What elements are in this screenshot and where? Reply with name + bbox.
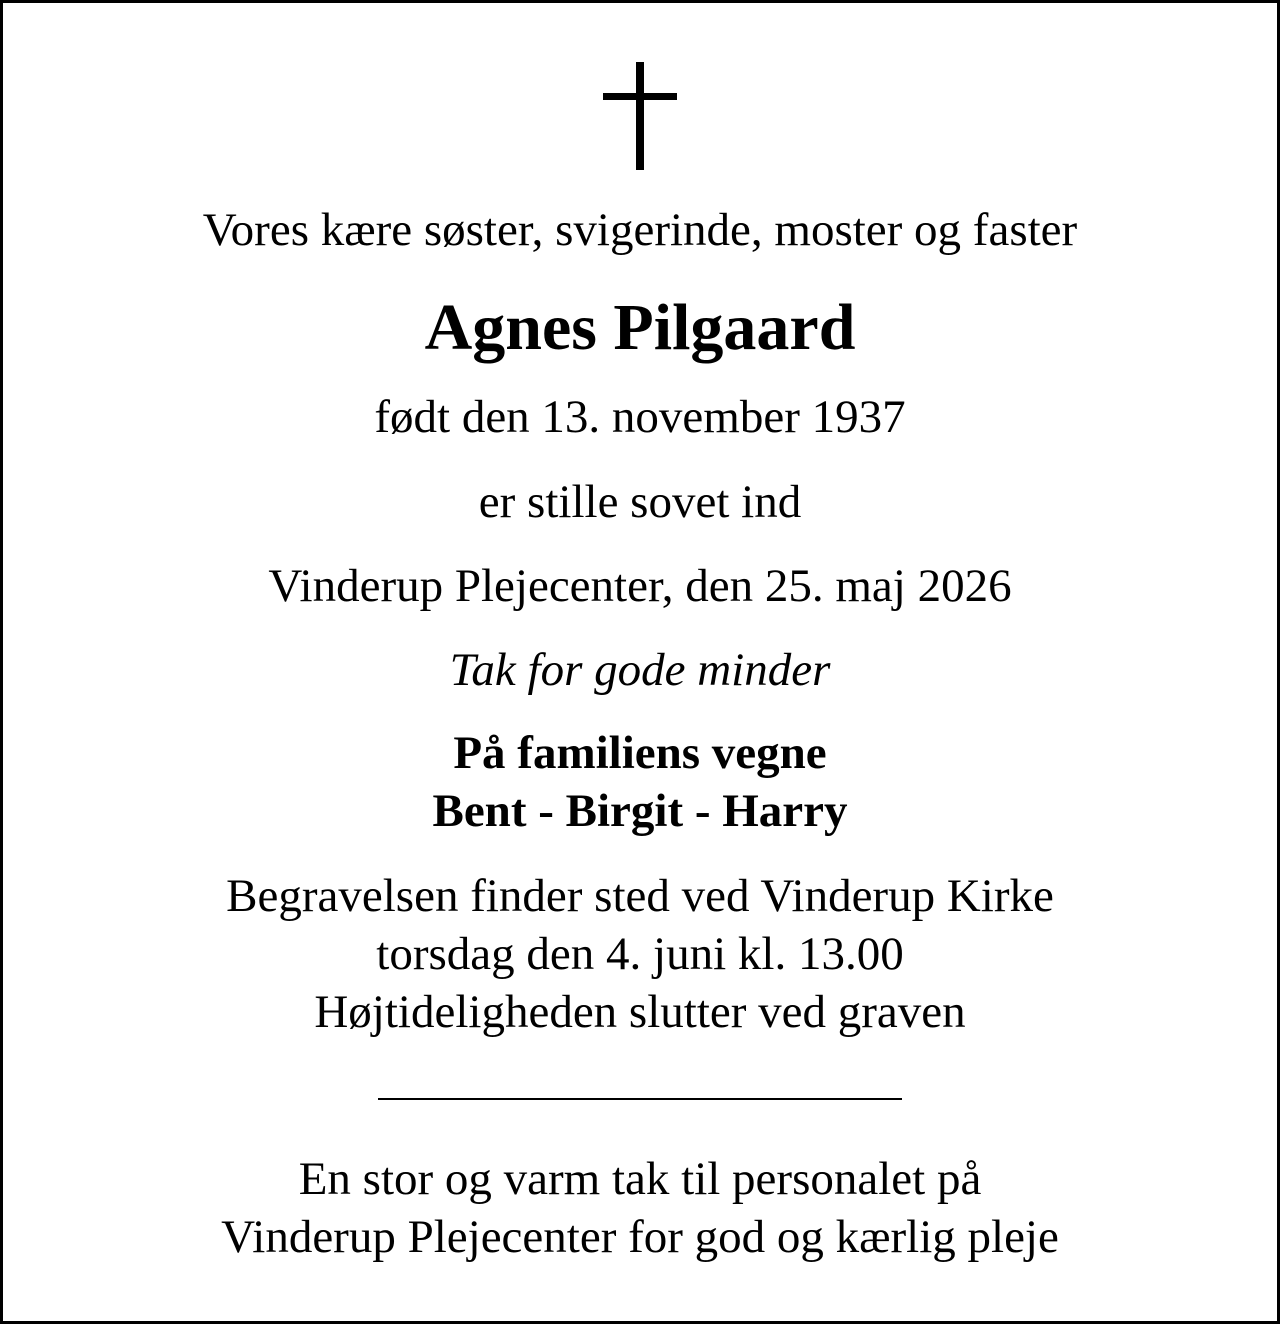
intro-text: Vores kære søster, svigerinde, moster og faster: [202, 204, 1078, 256]
place-and-date: Vinderup Plejecenter, den 25. maj 2026: [268, 560, 1012, 612]
birth-date: født den 13. november 1937: [374, 391, 906, 443]
staff-thanks-line-2: Vinderup Plejecenter for god og kærlig pleje: [221, 1211, 1059, 1263]
thanks-text: Tak for gode minder: [449, 644, 831, 696]
family-names: Bent - Birgit - Harry: [432, 785, 848, 837]
family-label: På familiens vegne: [453, 727, 827, 779]
staff-thanks-line-1: En stor og varm tak til personalet på: [298, 1153, 982, 1205]
funeral-note: Højtideligheden slutter ved graven: [314, 986, 966, 1038]
passing-text: er stille sovet ind: [478, 476, 802, 528]
funeral-time: torsdag den 4. juni kl. 13.00: [376, 928, 904, 980]
divider-line: [378, 1098, 902, 1100]
deceased-name: Agnes Pilgaard: [424, 291, 856, 364]
funeral-location: Begravelsen finder sted ved Vinderup Kirke: [226, 870, 1054, 922]
latin-cross-icon: [0, 62, 1280, 172]
